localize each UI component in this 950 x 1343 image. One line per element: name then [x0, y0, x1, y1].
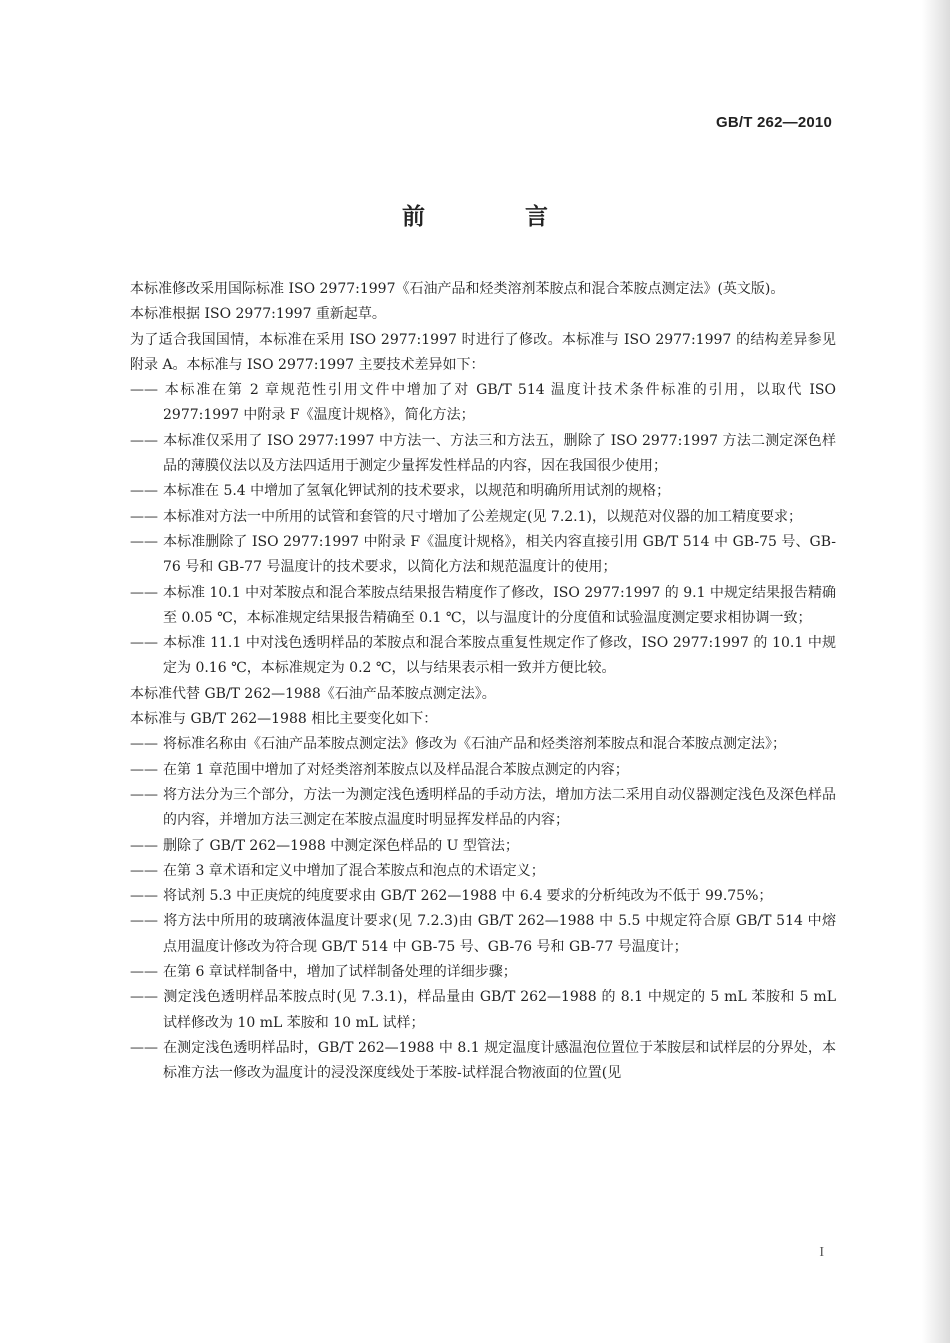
- list-item-text: 将方法分为三个部分，方法一为测定浅色透明样品的手动方法，增加方法二采用自动仪器测定浅色及深色样品的内容，并增加方法三测定在苯胺点温度时明显挥发样品的内容；: [163, 786, 836, 829]
- dash-marker: ——: [130, 989, 158, 1006]
- dash-marker: ——: [130, 862, 158, 879]
- iso-differences-list: [130, 378, 836, 682]
- dash-marker: ——: [130, 761, 158, 778]
- list-item: [130, 1036, 836, 1087]
- list-item-text: 本标准 11.1 中对浅色透明样品的苯胺点和混合苯胺点重复性规定作了修改，ISO 2977:1997 的 10.1 中规定为 0.16 ℃，本标准规定为 0.2 ℃，以与结果表示相一致并方便比较。: [163, 635, 836, 677]
- list-item-text: 本标准对方法一中所用的试管和套管的尺寸增加了公差规定(见 7.2.1)，以规范对仪器的加工精度要求；: [163, 508, 802, 525]
- paragraph: 为了适合我国国情，本标准在采用 ISO 2977:1997 时进行了修改。本标准与 ISO 2977:1997 的结构差异参见附录 A。本标准与 ISO 2977:1997 主要技术差异如下：: [130, 331, 836, 373]
- dash-marker: ——: [130, 483, 158, 500]
- list-item-text: 本标准仅采用了 ISO 2977:1997 中方法一、方法三和方法五，删除了 ISO 2977:1997 方法二测定深色样品的薄膜仪法以及方法四适用于测定少量挥发性样品的内容，因在我国很少使用；: [163, 432, 836, 475]
- list-item-text: 将标准名称由《石油产品苯胺点测定法》修改为《石油产品和烃类溶剂苯胺点和混合苯胺点测定法》；: [163, 736, 786, 753]
- list-item: [130, 530, 836, 581]
- list-item: [130, 834, 836, 859]
- list-item: [130, 505, 836, 530]
- dash-marker: ——: [130, 1039, 158, 1056]
- dash-marker: ——: [130, 888, 158, 905]
- foreword-body: [130, 277, 836, 1087]
- paragraph: 本标准修改采用国际标准 ISO 2977:1997《石油产品和烃类溶剂苯胺点和混合苯胺点测定法》(英文版)。: [130, 281, 785, 297]
- list-item-text: 将方法中所用的玻璃液体温度计要求(见 7.2.3)由 GB/T 262—1988 中 5.5 中规定符合原 GB/T 514 中熔点用温度计修改为符合现 GB/T 514 中 GB-75 号、GB-76 号和 GB-77 号温度计；: [163, 913, 836, 955]
- paragraph: 本标准代替 GB/T 262—1988《石油产品苯胺点测定法》。: [130, 685, 496, 702]
- list-item-text: 在第 1 章范围中增加了对烃类溶剂苯胺点以及样品混合苯胺点测定的内容；: [163, 761, 629, 778]
- list-item-text: 删除了 GB/T 262—1988 中测定深色样品的 U 型管法；: [163, 837, 519, 854]
- page-number: I: [819, 1245, 824, 1260]
- paragraph: 本标准根据 ISO 2977:1997 重新起草。: [130, 306, 386, 323]
- dash-marker: ——: [130, 382, 158, 399]
- dash-marker: ——: [130, 786, 158, 803]
- dash-marker: ——: [130, 635, 158, 652]
- dash-marker: ——: [130, 964, 158, 981]
- list-item: [130, 378, 836, 429]
- list-item-text: 将试剂 5.3 中正庚烷的纯度要求由 GB/T 262—1988 中 6.4 要求的分析纯改为不低于 99.75%；: [163, 888, 773, 905]
- list-item: [130, 859, 836, 884]
- list-item-text: 在第 3 章术语和定义中增加了混合苯胺点和泡点的术语定义；: [163, 862, 545, 879]
- list-item-text: 测定浅色透明样品苯胺点时(见 7.3.1)，样品量由 GB/T 262—1988 的 8.1 中规定的 5 mL 苯胺和 5 mL 试样修改为 10 mL 苯胺和 10 mL 试样；: [163, 989, 836, 1031]
- list-item-text: 本标准 10.1 中对苯胺点和混合苯胺点结果报告精度作了修改，ISO 2977:1997 的 9.1 中规定结果报告精确至 0.05 ℃，本标准规定结果报告精确至 0.1 ℃，以与温度计的分度值和试验温度测定要求相协调一致；: [163, 584, 836, 626]
- list-item-text: 本标准在第 2 章规范性引用文件中增加了对 GB/T 514 温度计技术条件标准的引用，以取代 ISO 2977:1997 中附录 F《温度计规格》，简化方法；: [163, 382, 836, 424]
- list-item: [130, 985, 836, 1036]
- dash-marker: ——: [130, 736, 158, 753]
- dash-marker: ——: [130, 913, 158, 930]
- list-item: [130, 479, 836, 504]
- dash-marker: ——: [130, 584, 158, 601]
- list-item: [130, 960, 836, 985]
- page-title: 前 言: [401, 204, 594, 230]
- list-item: [130, 429, 836, 480]
- list-item-text: 在第 6 章试样制备中，增加了试样制备处理的详细步骤；: [163, 964, 517, 981]
- list-item-text: 本标准删除了 ISO 2977:1997 中附录 F《温度计规格》，相关内容直接引用 GB/T 514 中 GB-75 号、GB-76 号和 GB-77 号温度计的技术要求，以简化方法和规范温度计的使用；: [163, 533, 836, 576]
- standard-number: GB/T 262—2010: [716, 114, 832, 131]
- list-item-text: 在测定浅色透明样品时，GB/T 262—1988 中 8.1 规定温度计感温泡位置位于苯胺层和试样层的分界处，本标准方法一修改为温度计的浸没深度线处于苯胺-试样混合物液面的位置(见: [163, 1039, 836, 1082]
- list-item: [130, 758, 836, 783]
- dash-marker: ——: [130, 837, 158, 854]
- changes-list: [130, 732, 836, 1086]
- dash-marker: ——: [130, 508, 158, 525]
- list-item: [130, 631, 836, 682]
- dash-marker: ——: [130, 533, 158, 550]
- list-item: [130, 783, 836, 834]
- paragraph: 本标准与 GB/T 262—1988 相比主要变化如下：: [130, 711, 438, 728]
- list-item: [130, 884, 836, 909]
- list-item: [130, 909, 836, 960]
- list-item: [130, 581, 836, 632]
- list-item-text: 本标准在 5.4 中增加了氢氧化钾试剂的技术要求，以规范和明确所用试剂的规格；: [163, 483, 671, 500]
- dash-marker: ——: [130, 432, 158, 449]
- list-item: [130, 732, 836, 757]
